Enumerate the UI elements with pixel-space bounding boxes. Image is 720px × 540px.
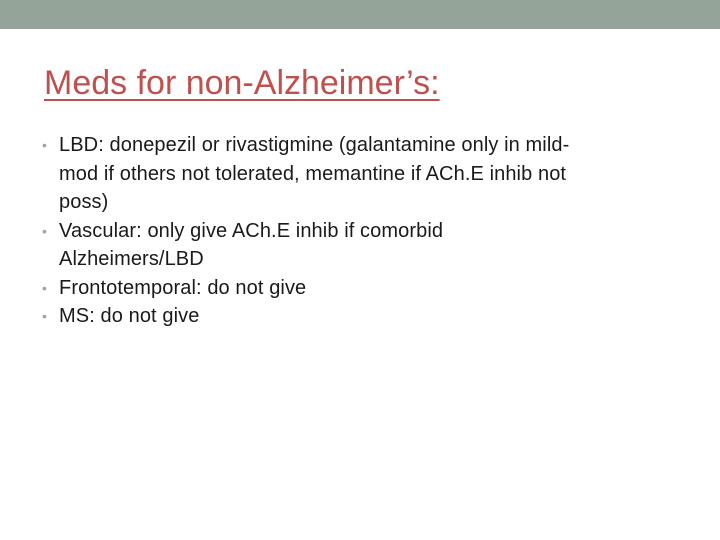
bullet-icon: • <box>42 308 48 324</box>
bullet-item-frontotemporal <box>42 274 682 303</box>
bullet-item-lbd <box>42 131 682 217</box>
bullet-icon: • <box>42 279 48 296</box>
bullet-icon: • <box>42 222 48 239</box>
bullet-text-line: poss) <box>59 191 109 213</box>
bullet-list <box>42 131 682 331</box>
bullet-item-vascular <box>42 217 682 274</box>
bullet-text-line: Frontotemporal: do not give <box>59 276 307 299</box>
header-band <box>0 0 720 29</box>
bullet-text-line: mod if others not tolerated, memantine if ACh.E inhib not <box>59 162 567 185</box>
bullet-item-ms <box>42 302 682 331</box>
bullet-text-line: Vascular: only give ACh.E inhib if comorbid <box>59 219 444 242</box>
slide-title: Meds for non-Alzheimer’s: <box>44 64 440 102</box>
bullet-text-line: MS: do not give <box>59 305 200 327</box>
bullet-text-line: LBD: donepezil or rivastigmine (galantamine only in mild- <box>59 134 570 156</box>
bullet-icon: • <box>42 137 48 153</box>
bullet-text-line: Alzheimers/LBD <box>59 248 204 270</box>
